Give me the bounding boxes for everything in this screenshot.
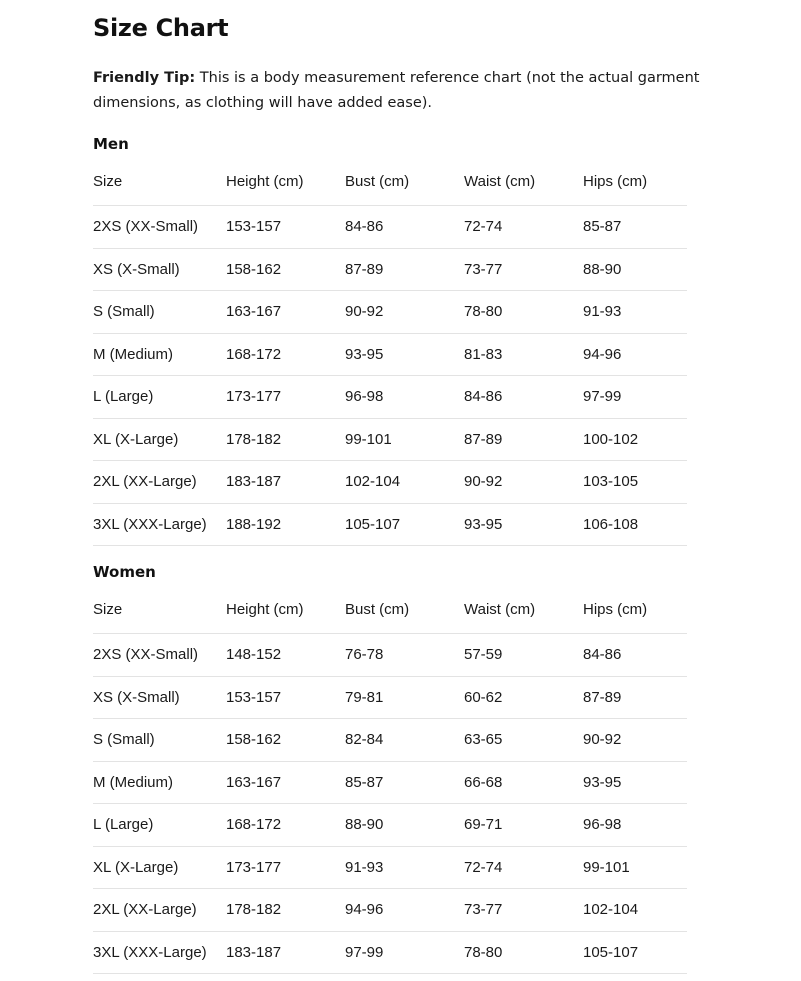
hips-cell: 97-99 bbox=[583, 388, 622, 406]
hips-cell: 94-96 bbox=[583, 345, 622, 363]
header-height: Height (cm) bbox=[226, 173, 304, 190]
size-cell: S (Small) bbox=[93, 731, 155, 749]
size-cell: XS (X-Small) bbox=[93, 688, 180, 706]
height-cell: 183-187 bbox=[226, 473, 282, 491]
hips-cell: 88-90 bbox=[583, 260, 622, 278]
men-heading: Men bbox=[93, 135, 129, 153]
height-cell: 163-167 bbox=[226, 303, 282, 321]
hips-cell: 106-108 bbox=[583, 515, 639, 533]
height-cell: 158-162 bbox=[226, 731, 282, 749]
men-size-table bbox=[93, 171, 687, 546]
tip-label: Friendly Tip: bbox=[93, 70, 196, 86]
height-cell: 148-152 bbox=[226, 646, 282, 664]
hips-cell: 100-102 bbox=[583, 430, 639, 448]
bust-cell: 105-107 bbox=[345, 515, 401, 533]
hips-cell: 99-101 bbox=[583, 858, 630, 876]
table-row bbox=[93, 333, 687, 376]
bust-cell: 90-92 bbox=[345, 303, 384, 321]
women-header-row bbox=[93, 599, 687, 634]
height-cell: 163-167 bbox=[226, 773, 282, 791]
hips-cell: 103-105 bbox=[583, 473, 639, 491]
header-hips: Hips (cm) bbox=[583, 173, 648, 190]
size-cell: XL (X-Large) bbox=[93, 858, 179, 876]
hips-cell: 96-98 bbox=[583, 816, 622, 834]
tip-text: This is a body measurement reference chart (not the actual garment dimensions, as clothing will have added ease). bbox=[93, 70, 700, 111]
size-cell: 2XL (XX-Large) bbox=[93, 473, 197, 491]
hips-cell: 90-92 bbox=[583, 731, 622, 749]
header-hips: Hips (cm) bbox=[583, 601, 648, 618]
waist-cell: 66-68 bbox=[464, 773, 503, 791]
bust-cell: 79-81 bbox=[345, 688, 384, 706]
hips-cell: 91-93 bbox=[583, 303, 622, 321]
height-cell: 168-172 bbox=[226, 345, 282, 363]
men-table-body bbox=[93, 206, 687, 546]
header-size: Size bbox=[93, 601, 123, 618]
size-cell: M (Medium) bbox=[93, 773, 174, 791]
height-cell: 173-177 bbox=[226, 858, 282, 876]
header-bust: Bust (cm) bbox=[345, 173, 410, 190]
bust-cell: 82-84 bbox=[345, 731, 384, 749]
table-row bbox=[93, 291, 687, 334]
hips-cell: 102-104 bbox=[583, 901, 639, 919]
waist-cell: 63-65 bbox=[464, 731, 503, 749]
header-size: Size bbox=[93, 173, 123, 190]
waist-cell: 90-92 bbox=[464, 473, 503, 491]
table-row bbox=[93, 846, 687, 889]
waist-cell: 73-77 bbox=[464, 260, 503, 278]
bust-cell: 94-96 bbox=[345, 901, 384, 919]
waist-cell: 78-80 bbox=[464, 303, 503, 321]
bust-cell: 96-98 bbox=[345, 388, 384, 406]
height-cell: 153-157 bbox=[226, 688, 282, 706]
header-bust: Bust (cm) bbox=[345, 601, 410, 618]
waist-cell: 87-89 bbox=[464, 430, 503, 448]
size-cell: 2XS (XX-Small) bbox=[93, 218, 199, 236]
bust-cell: 88-90 bbox=[345, 816, 384, 834]
waist-cell: 93-95 bbox=[464, 515, 503, 533]
table-row bbox=[93, 376, 687, 419]
hips-cell: 85-87 bbox=[583, 218, 622, 236]
table-row bbox=[93, 418, 687, 461]
size-cell: M (Medium) bbox=[93, 345, 174, 363]
bust-cell: 93-95 bbox=[345, 345, 384, 363]
height-cell: 188-192 bbox=[226, 515, 282, 533]
table-row bbox=[93, 503, 687, 546]
height-cell: 153-157 bbox=[226, 218, 282, 236]
header-waist: Waist (cm) bbox=[464, 601, 536, 618]
hips-cell: 87-89 bbox=[583, 688, 622, 706]
size-cell: 2XS (XX-Small) bbox=[93, 646, 199, 664]
height-cell: 178-182 bbox=[226, 430, 282, 448]
table-row bbox=[93, 804, 687, 847]
waist-cell: 57-59 bbox=[464, 646, 503, 664]
size-cell: 3XL (XXX-Large) bbox=[93, 943, 207, 961]
table-row bbox=[93, 461, 687, 504]
size-cell: L (Large) bbox=[93, 388, 154, 406]
hips-cell: 93-95 bbox=[583, 773, 622, 791]
height-cell: 173-177 bbox=[226, 388, 282, 406]
hips-cell: 105-107 bbox=[583, 943, 639, 961]
header-waist: Waist (cm) bbox=[464, 173, 536, 190]
size-cell: S (Small) bbox=[93, 303, 155, 321]
table-row bbox=[93, 761, 687, 804]
header-height: Height (cm) bbox=[226, 601, 304, 618]
table-row bbox=[93, 676, 687, 719]
bust-cell: 85-87 bbox=[345, 773, 384, 791]
bust-cell: 99-101 bbox=[345, 430, 392, 448]
table-row bbox=[93, 248, 687, 291]
bust-cell: 76-78 bbox=[345, 646, 384, 664]
page-title: Size Chart bbox=[93, 14, 229, 42]
height-cell: 178-182 bbox=[226, 901, 282, 919]
table-row bbox=[93, 206, 687, 249]
size-cell: 2XL (XX-Large) bbox=[93, 901, 197, 919]
table-row bbox=[93, 889, 687, 932]
waist-cell: 60-62 bbox=[464, 688, 503, 706]
women-table-body bbox=[93, 634, 687, 974]
waist-cell: 84-86 bbox=[464, 388, 503, 406]
bust-cell: 97-99 bbox=[345, 943, 384, 961]
bust-cell: 91-93 bbox=[345, 858, 384, 876]
waist-cell: 78-80 bbox=[464, 943, 503, 961]
bust-cell: 84-86 bbox=[345, 218, 384, 236]
size-cell: L (Large) bbox=[93, 816, 154, 834]
waist-cell: 81-83 bbox=[464, 345, 503, 363]
height-cell: 158-162 bbox=[226, 260, 282, 278]
women-size-table bbox=[93, 599, 687, 974]
table-row bbox=[93, 634, 687, 677]
size-cell: 3XL (XXX-Large) bbox=[93, 515, 207, 533]
men-header-row bbox=[93, 171, 687, 206]
waist-cell: 73-77 bbox=[464, 901, 503, 919]
size-cell: XL (X-Large) bbox=[93, 430, 179, 448]
hips-cell: 84-86 bbox=[583, 646, 622, 664]
bust-cell: 102-104 bbox=[345, 473, 401, 491]
height-cell: 168-172 bbox=[226, 816, 282, 834]
table-row bbox=[93, 931, 687, 974]
waist-cell: 72-74 bbox=[464, 218, 503, 236]
waist-cell: 72-74 bbox=[464, 858, 503, 876]
waist-cell: 69-71 bbox=[464, 816, 503, 834]
size-cell: XS (X-Small) bbox=[93, 260, 180, 278]
table-row bbox=[93, 719, 687, 762]
height-cell: 183-187 bbox=[226, 943, 282, 961]
women-heading: Women bbox=[93, 563, 156, 581]
friendly-tip bbox=[93, 66, 773, 116]
bust-cell: 87-89 bbox=[345, 260, 384, 278]
